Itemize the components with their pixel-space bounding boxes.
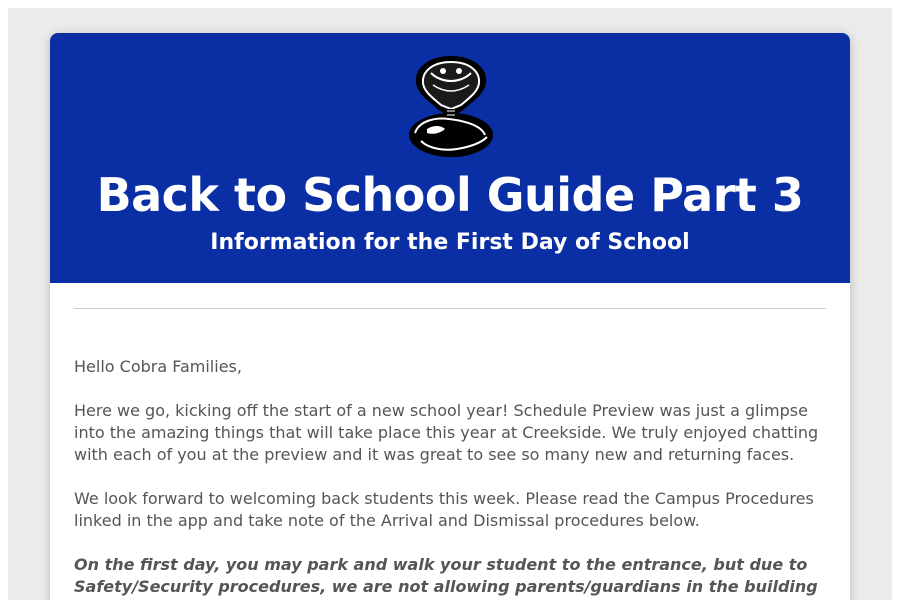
- email-background: [8, 8, 892, 600]
- greeting-text: Hello Cobra Families,: [74, 357, 242, 376]
- cobra-logo-icon: [405, 55, 497, 159]
- paragraph-procedures: We look forward to welcoming back students this week. Please read the Campus Procedures linked in the app and take note of the Arrival and Dismissal procedures below.: [74, 489, 814, 530]
- paragraph-intro: Here we go, kicking off the start of a new school year! Schedule Preview was just a glimpse into the amazing things that will take place this year at Creekside. We truly enjoyed chatting with each of you at the preview and it was great to see so many new and returning faces.: [74, 401, 819, 464]
- page-subtitle: Information for the First Day of School: [210, 230, 690, 255]
- newsletter-card: [50, 33, 850, 600]
- paragraph-first-day: On the first day, you may park and walk your student to the entrance, but due to Safety/Security procedures, we are not allowing parents/guardians in the building: [74, 555, 818, 596]
- newsletter-body: [74, 356, 826, 600]
- page-title: Back to School Guide Part 3: [96, 168, 804, 222]
- newsletter-header: [50, 33, 850, 283]
- divider: [74, 308, 826, 309]
